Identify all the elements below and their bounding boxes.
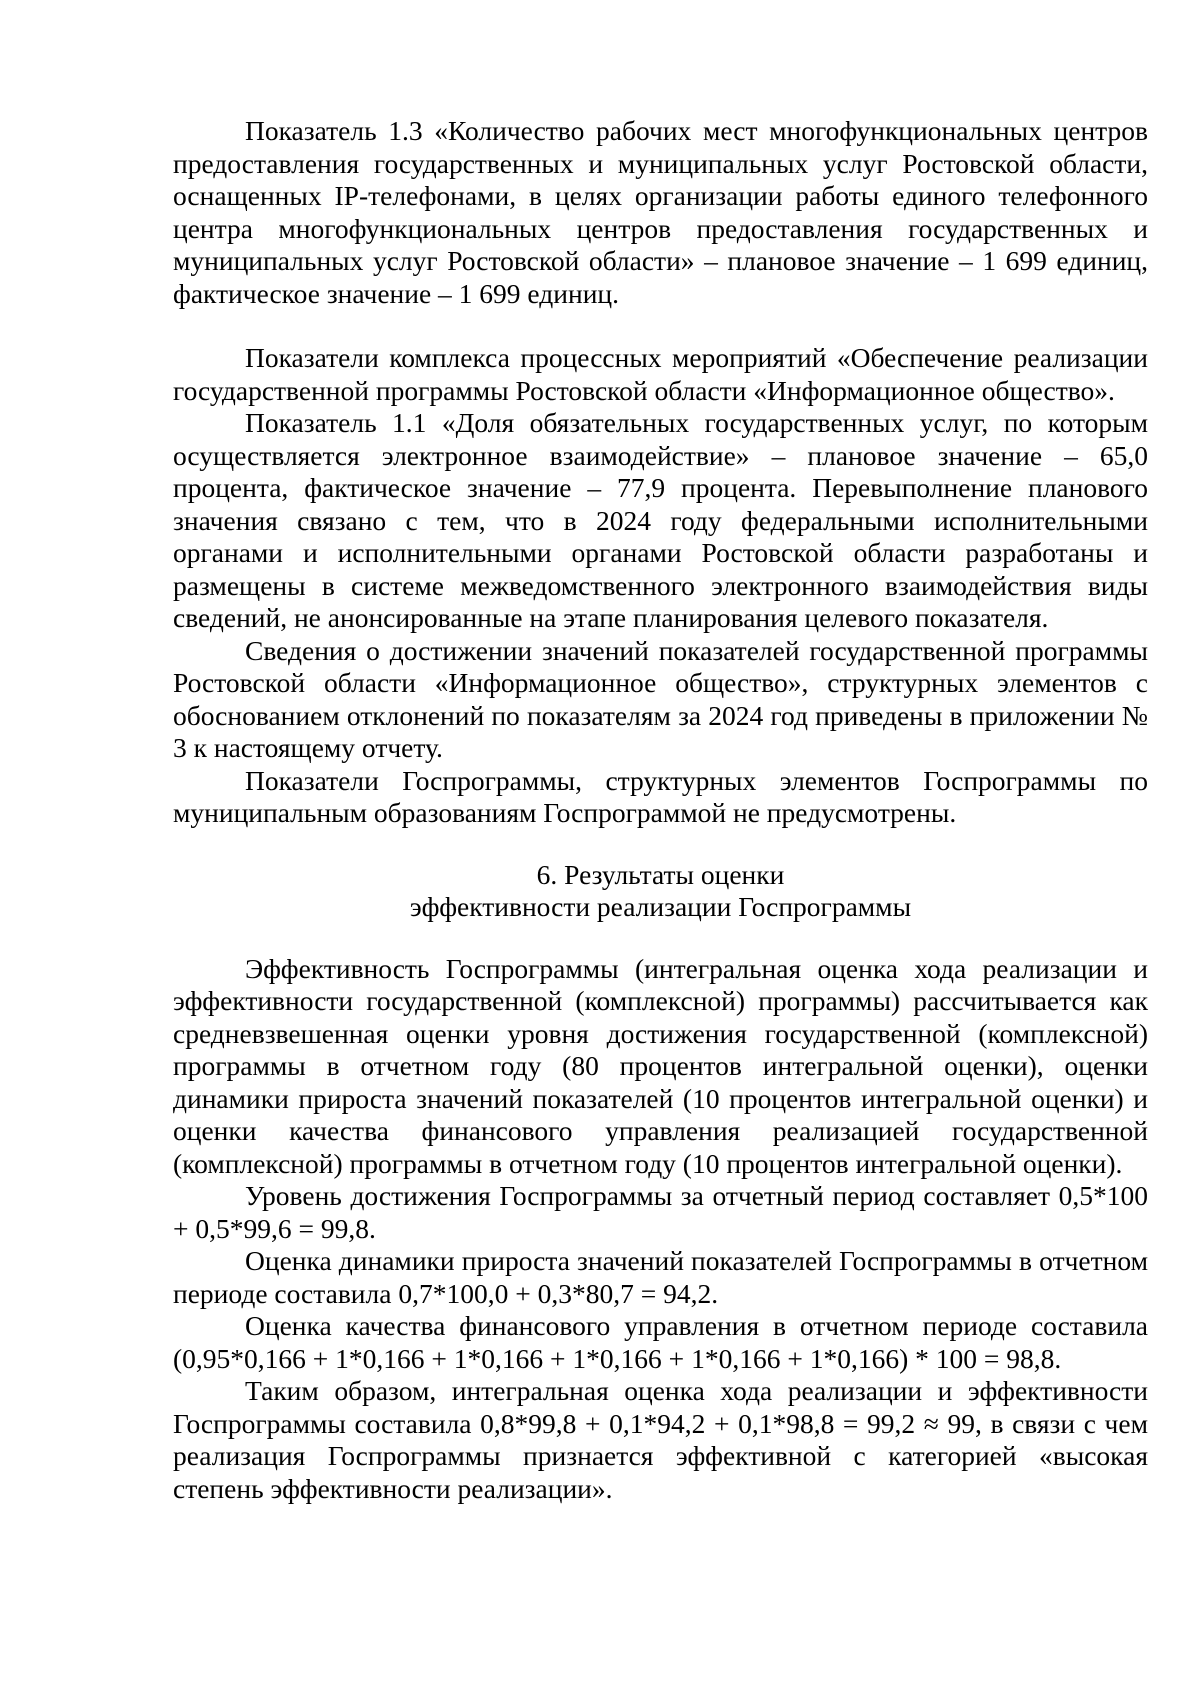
section-heading-line-1: 6. Результаты оценки [536,858,785,890]
paragraph-financial-management: Оценка качества финансового управления в отчетном периоде составила (0,95*0,166 + 1*0,166 + 1*0,166 + 1*0,166 + 1*0,166 + 1*0,166) * 100 = 98,8. [173,1310,1148,1374]
paragraph-efficiency-definition: Эффективность Госпрограммы (интегральная оценка хода реализации и эффективности государственной (комплексной) программы) рассчитывается как средневзвешенная оценки уровня достижения государственной (комплексной) программы в отчетном году (80 процентов интегральной оценки), оценки динамики прироста значений показателей (10 процентов интегральной оценки) и оценки качества финансового управления реализацией государственной (комплексной) программы в отчетном году (10 процентов интегральной оценки). [173,952,1148,1179]
paragraph-appendix-reference: Сведения о достижении значений показателей государственной программы Ростовской области «Информационное общество», структурных элементов с обоснованием отклонений по показателям за 2024 год приведены в приложении № 3 к настоящему отчету. [173,634,1148,763]
section-heading-line-2: эффективности реализации Госпрограммы [409,891,912,922]
paragraph-indicator-1-3: Показатель 1.3 «Количество рабочих мест многофункциональных центров предоставления государственных и муниципальных услуг Ростовской области, оснащенных IP-телефонами, в целях организации работы единого телефонного центра многофункциональных центров предоставления государственных и муниципальных услуг Ростовской области» – плановое значение – 1 699 единиц, фактическое значение – 1 699 единиц. [173,115,1148,309]
heading-spacer-top [173,830,1148,859]
paragraph-municipal-indicators: Показатели Госпрограммы, структурных элементов Госпрограммы по муниципальным образованиям Госпрограммой не предусмотрены. [173,764,1148,828]
paragraph-integral-assessment: Таким образом, интегральная оценка хода реализации и эффективности Госпрограммы составила 0,8*99,8 + 0,1*94,2 + 0,1*98,8 = 99,2 ≈ 99, в связи с чем реализация Госпрограммы признается эффективной с категорией «высокая степень эффективности реализации». [173,1375,1148,1504]
paragraph-indicator-1-1: Показатель 1.1 «Доля обязательных государственных услуг, по которым осуществляется электронное взаимодействие» – плановое значение – 65,0 процента, фактическое значение – 77,9 процента. Перевыполнение планового значения связано с тем, что в 2024 году федеральными исполнительными органами и исполнительными органами Ростовской области разработаны и размещены в системе межведомственного электронного взаимодействия виды сведений, не анонсированные на этапе планирования целевого показателя. [173,407,1148,633]
paragraph-achievement-level: Уровень достижения Госпрограммы за отчетный период составляет 0,5*100 + 0,5*99,6 = 99,8. [173,1180,1148,1244]
heading-spacer-bottom [173,924,1148,953]
document-page [173,115,1148,1505]
paragraph-dynamics-assessment: Оценка динамики прироста значений показателей Госпрограммы в отчетном периоде составила 0,7*100,0 + 0,3*80,7 = 94,2. [173,1245,1148,1309]
paragraph-spacer [173,310,1148,342]
paragraph-process-complex: Показатели комплекса процессных мероприятий «Обеспечение реализации государственной программы Ростовской области «Информационное общество». [173,342,1148,406]
section-heading [173,859,1148,924]
